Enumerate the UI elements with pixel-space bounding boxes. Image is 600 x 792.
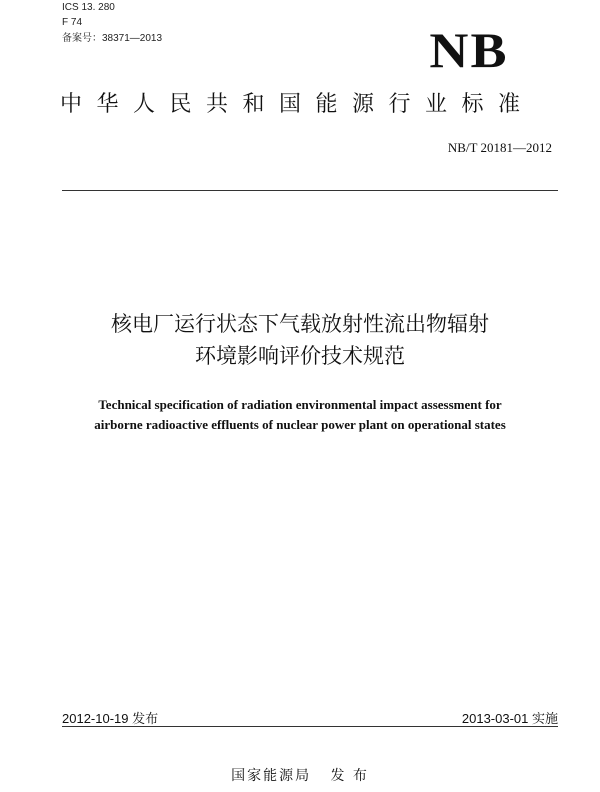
record-number: 备案号：38371—2013 bbox=[62, 33, 163, 44]
title-en-line1: Technical specification of radiation environmental impact assessment for bbox=[98, 397, 502, 412]
standard-code: NB/T 20181—2012 bbox=[447, 140, 552, 155]
implement-date: 2013-03-01 实施 bbox=[461, 711, 558, 726]
standard-type-title: 中华人民共和国能源行业标准 bbox=[60, 92, 535, 117]
issuer: 国家能源局 发 布 bbox=[231, 768, 369, 784]
title-cn-line1: 核电厂运行状态下气载放射性流出物辐射 bbox=[111, 312, 489, 336]
nb-logo: NB bbox=[429, 22, 509, 78]
top-divider bbox=[62, 190, 558, 191]
publish-date: 2012-10-19 发布 bbox=[62, 711, 159, 726]
ccs-code: F 74 bbox=[62, 17, 83, 28]
ics-code: ICS 13. 280 bbox=[62, 2, 115, 13]
title-cn-line2: 环境影响评价技术规范 bbox=[195, 344, 405, 368]
title-en-line2: airborne radioactive effluents of nuclear power plant on operational states bbox=[94, 417, 506, 432]
bottom-divider bbox=[62, 726, 558, 727]
